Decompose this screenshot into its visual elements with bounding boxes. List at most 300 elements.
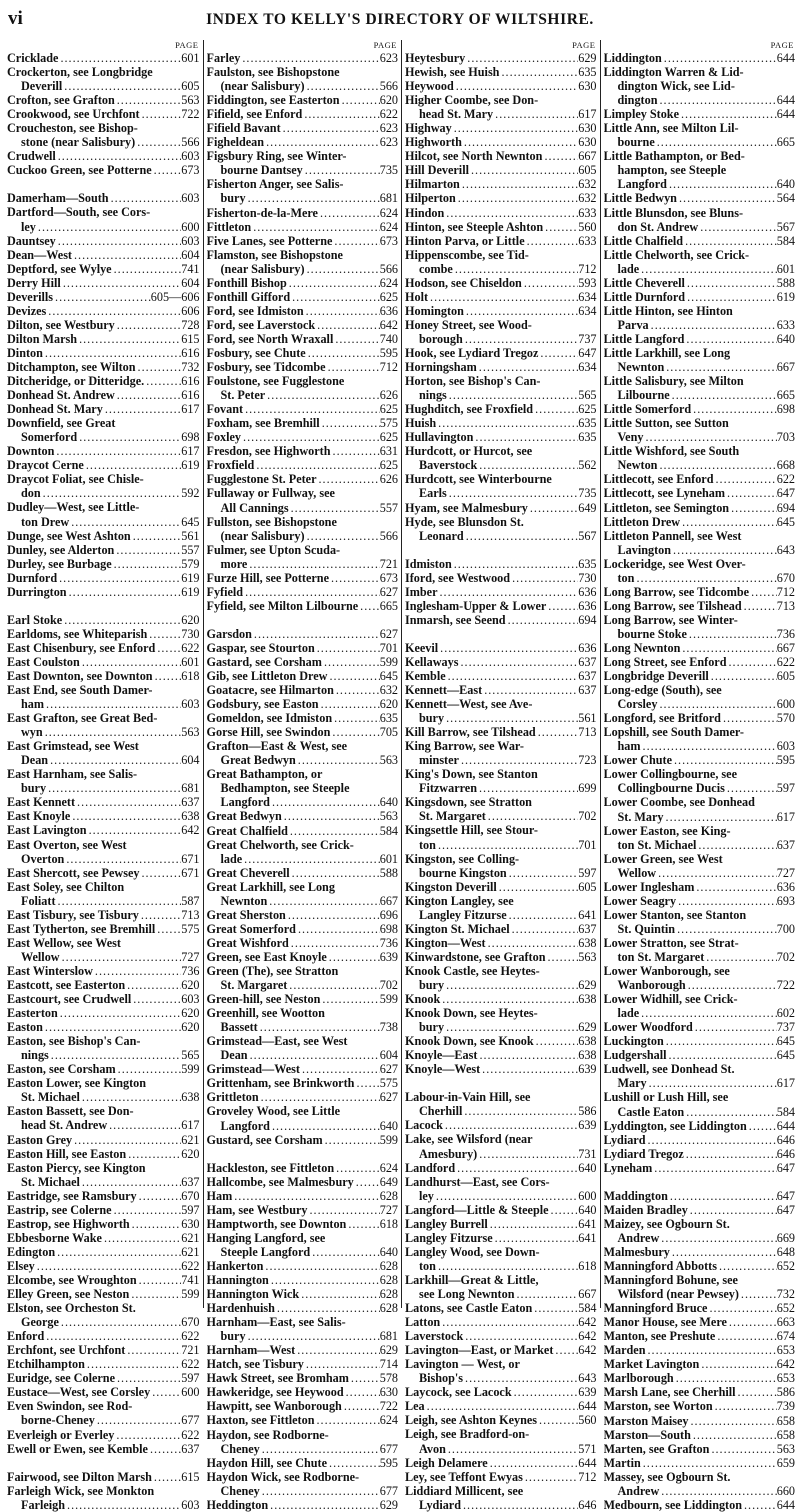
entry-line [7, 1245, 200, 1259]
index-entry [207, 318, 399, 332]
index-entry [7, 290, 200, 304]
entry-line [604, 1259, 796, 1273]
entry-line [604, 1161, 796, 1175]
entry-place-name: Keevil [405, 640, 439, 655]
dot-leader [444, 206, 578, 220]
entry-line [405, 276, 597, 290]
entry-line [405, 177, 597, 191]
index-entry [7, 1147, 200, 1161]
index-entry [405, 220, 597, 234]
entry-line [604, 1062, 796, 1076]
dot-leader [655, 135, 777, 149]
index-entry [604, 964, 796, 992]
entry-place-name: Enford [7, 1329, 45, 1344]
dot-leader [334, 683, 380, 697]
index-entry [604, 1217, 796, 1245]
entry-place-name: East Soley, see Chilton [7, 879, 125, 894]
entry-place-name: Gaspar, see Stourton [206, 640, 315, 655]
dot-leader [139, 866, 181, 880]
index-entry [405, 402, 597, 416]
entry-place-name: Kington St. Michael [405, 921, 510, 936]
entry-page-number: 557 [379, 500, 398, 515]
dot-leader [305, 79, 380, 93]
index-entry [7, 627, 200, 641]
entry-page-number: 636 [578, 640, 597, 655]
entry-place-name: bury [419, 1020, 445, 1035]
entry-page-number: 627 [379, 1062, 398, 1077]
index-entry [405, 557, 597, 571]
entry-place-name: Crockerton, see Longbridge [7, 65, 153, 80]
entry-line [405, 135, 597, 149]
entry-place-name: Martin [603, 1455, 641, 1470]
entry-page-number: 644 [776, 93, 795, 108]
index-entry [7, 458, 200, 472]
entry-line [207, 964, 399, 978]
index-entry [207, 1161, 399, 1175]
entry-line [405, 486, 597, 500]
dot-leader [659, 1231, 776, 1245]
entry-place-name: Kingston, see Colling- [405, 851, 520, 866]
entry-page-number: 595 [379, 345, 398, 360]
entry-place-name: Easton Piercy, see Kington [7, 1160, 146, 1175]
entry-line [405, 880, 597, 894]
dot-leader [87, 823, 182, 837]
entry-page-number: 622 [379, 107, 398, 122]
index-entry [604, 585, 796, 599]
entry-page-number: 597 [776, 781, 795, 796]
entry-line [207, 472, 399, 486]
entry-place-name: ton Drew [21, 514, 70, 529]
entry-page-number: 563 [181, 93, 200, 108]
index-entry [405, 444, 597, 472]
dot-leader [155, 922, 181, 936]
entry-place-name: East Kennett [7, 795, 76, 810]
entry-page-number: 632 [578, 177, 597, 192]
dot-leader [153, 669, 182, 683]
index-entry [405, 922, 597, 936]
entry-page-number: 624 [379, 1160, 398, 1175]
dot-leader [438, 641, 578, 655]
entry-page-number: 702 [379, 978, 398, 993]
entry-page-number: 639 [578, 1385, 597, 1400]
entry-page-number: 639 [578, 1062, 597, 1077]
entry-line [604, 1006, 796, 1020]
dot-leader [634, 571, 776, 585]
dot-leader [670, 388, 777, 402]
entry-line [405, 1442, 597, 1456]
entry-page-number: 640 [578, 1160, 597, 1175]
entry-place-name: Hewish, see Huish [405, 65, 500, 80]
dot-leader [674, 1371, 777, 1385]
entry-line [207, 149, 399, 163]
dot-leader [131, 529, 182, 543]
entry-line [207, 655, 399, 669]
entry-line [604, 1484, 796, 1498]
index-entry [405, 1273, 597, 1301]
dot-leader [444, 978, 578, 992]
index-entry [405, 1231, 597, 1245]
dot-leader [304, 304, 380, 318]
entry-page-number: 630 [578, 121, 597, 136]
entry-line [405, 739, 597, 753]
dot-leader [70, 809, 181, 823]
entry-page-number: 738 [379, 1020, 398, 1035]
dot-leader [85, 1357, 181, 1371]
entry-page-number: 694 [578, 612, 597, 627]
entry-place-name: Ley, see Teffont Ewyas [405, 1469, 523, 1484]
entry-place-name: Heddington [206, 1497, 269, 1512]
entry-line [207, 711, 399, 725]
dot-leader [713, 1399, 777, 1413]
entry-place-name: Wilsford (near Pewsey) [617, 1287, 739, 1302]
index-entry [604, 1498, 796, 1512]
dot-leader [72, 1133, 181, 1147]
index-entry [207, 1301, 399, 1315]
entry-line [405, 1203, 597, 1217]
entry-line [604, 177, 796, 191]
entry-place-name: Lower Green, see West [603, 851, 723, 866]
dot-leader [425, 1399, 579, 1413]
dot-leader [477, 1147, 578, 1161]
dot-leader [675, 922, 777, 936]
index-entry [604, 725, 796, 753]
index-entry [405, 585, 597, 599]
index-entry [405, 1245, 597, 1273]
entry-page-number: 603 [181, 191, 200, 206]
index-entry [7, 1133, 200, 1147]
entry-place-name: ton [419, 1258, 436, 1273]
dot-leader [270, 795, 380, 809]
entry-page-number: 615 [181, 1469, 200, 1484]
dot-leader [252, 627, 380, 641]
entry-place-name: Massey, see Ogbourn St. [603, 1469, 731, 1484]
entry-page-number: 635 [578, 416, 597, 431]
entry-page-number: 616 [181, 388, 200, 403]
entry-page-number: 627 [379, 626, 398, 641]
index-entry [207, 866, 399, 880]
index-entry [604, 121, 796, 149]
entry-line [207, 1315, 399, 1329]
index-entry [7, 1231, 200, 1245]
entry-place-name: Gastard, see Corsham [206, 654, 322, 669]
entry-place-name: bourne [617, 135, 655, 150]
entry-page-number: 560 [578, 219, 597, 234]
entry-place-name: Baverstock [419, 458, 478, 473]
entry-page-number: 627 [379, 1090, 398, 1105]
index-entry [7, 93, 200, 107]
entry-place-name: Lacock [405, 1118, 443, 1133]
entry-line [207, 1090, 399, 1104]
entry-place-name: Donhead St. Andrew [7, 388, 115, 403]
index-entry [207, 430, 399, 444]
dot-leader [643, 430, 776, 444]
entry-place-name: Langford [220, 1118, 270, 1133]
entry-page-number: 586 [776, 1385, 795, 1400]
dot-leader [452, 121, 578, 135]
entry-line [207, 1245, 399, 1259]
entry-line [604, 824, 796, 838]
entry-page-number: 595 [379, 1455, 398, 1470]
index-entry [604, 880, 796, 894]
entry-place-name: Long Barrow, see Tidcombe [603, 584, 750, 599]
dot-leader [260, 1484, 380, 1498]
dot-leader [709, 669, 777, 683]
entry-line [207, 1273, 399, 1287]
dot-leader [315, 318, 380, 332]
entry-place-name: Holt [405, 289, 429, 304]
index-entry [7, 795, 200, 809]
entry-line [405, 838, 597, 852]
dot-leader [60, 950, 182, 964]
dot-leader [546, 599, 578, 613]
entry-line [7, 163, 200, 177]
entry-place-name: Gib, see Littleton Drew [206, 669, 328, 684]
index-entry [7, 880, 200, 908]
entry-place-name: Farley [206, 51, 241, 65]
entry-place-name: Eastrip, see Colerne [7, 1202, 112, 1217]
entry-line [604, 1020, 796, 1034]
entry-place-name: Little Chalfield [603, 233, 684, 248]
dot-leader [300, 1062, 380, 1076]
entry-page-number: 698 [379, 921, 398, 936]
entry-place-name: Easton, see Corsham [7, 1062, 116, 1077]
entry-line [405, 121, 597, 135]
entry-page-number: 620 [181, 1146, 200, 1161]
dot-leader [259, 1090, 380, 1104]
entry-page-number: 617 [181, 444, 200, 459]
entry-page-number: 646 [578, 1497, 597, 1512]
dot-leader [115, 93, 181, 107]
entry-line [405, 1357, 597, 1371]
entry-line [207, 571, 399, 585]
entry-line [405, 444, 597, 458]
entry-page-number: 638 [181, 1090, 200, 1105]
dot-leader [739, 1287, 777, 1301]
entry-page-number: 681 [379, 191, 398, 206]
entry-place-name: King's Down, see Stanton [405, 767, 538, 782]
entry-page-number: 641 [578, 907, 597, 922]
dot-leader [258, 1020, 380, 1034]
entry-place-name: Manningford Bruce [603, 1301, 708, 1316]
dot-leader [109, 191, 182, 205]
index-entry [405, 416, 597, 430]
index-entry [604, 1399, 796, 1413]
entry-place-name: East Lavington [7, 823, 87, 838]
entry-place-name: Easton [7, 1020, 43, 1035]
entry-page-number: 600 [578, 1188, 597, 1203]
index-column [203, 40, 402, 1512]
entry-page-number: 634 [578, 289, 597, 304]
index-entry [7, 823, 200, 837]
entry-place-name: St. Michael [21, 1174, 80, 1189]
entry-line [207, 1470, 399, 1484]
entry-line [405, 1020, 597, 1034]
entry-line [7, 1034, 200, 1048]
entry-place-name: dington Wick, see Lid- [617, 79, 735, 94]
entry-page-number: 667 [776, 360, 795, 375]
entry-place-name: bury [220, 1329, 246, 1344]
entry-page-number: 641 [578, 1216, 597, 1231]
entry-place-name: Lea [405, 1399, 425, 1414]
index-entry [405, 613, 597, 627]
entry-line [7, 894, 200, 908]
entry-place-name: Hankerton [206, 1258, 264, 1273]
entry-line [604, 1456, 796, 1470]
entry-place-name: Littleton, see Semington [603, 500, 730, 515]
dot-leader [152, 163, 182, 177]
entry-page-number: 638 [578, 1034, 597, 1049]
entry-line [604, 641, 796, 655]
entry-page-number: 601 [776, 261, 795, 276]
index-entry [207, 571, 399, 585]
entry-page-number: 622 [181, 640, 200, 655]
entry-page-number: 575 [379, 416, 398, 431]
index-entry [207, 1076, 399, 1090]
index-entry [405, 1484, 597, 1512]
dot-leader [444, 711, 578, 725]
entry-place-name: Leonard [419, 528, 464, 543]
entry-line [207, 529, 399, 543]
entry-page-number: 629 [578, 51, 597, 65]
entry-line [7, 234, 200, 248]
dot-leader [456, 191, 578, 205]
dot-leader [334, 1161, 380, 1175]
index-entry [7, 276, 200, 290]
entry-place-name: Long Barrow, see Winter- [603, 612, 738, 627]
entry-line [604, 599, 796, 613]
entry-line [604, 234, 796, 248]
entry-line [7, 585, 200, 599]
entry-place-name: Dinton [7, 345, 43, 360]
index-entry [7, 529, 200, 543]
entry-place-name: nings [419, 388, 447, 403]
entry-page-number: 566 [181, 135, 200, 150]
entry-line [207, 1203, 399, 1217]
entry-line [604, 51, 796, 65]
entry-line [7, 795, 200, 809]
entry-line [207, 1006, 399, 1020]
index-entry [7, 248, 200, 262]
entry-line [405, 79, 597, 93]
entry-line [405, 1175, 597, 1189]
entry-page-number: 638 [578, 992, 597, 1007]
entry-page-number: 740 [379, 331, 398, 346]
entry-place-name: Langford—Little & Steeple [405, 1202, 549, 1217]
entry-page-number: 597 [578, 865, 597, 880]
entry-page-number: 642 [578, 1343, 597, 1358]
entry-place-name: Little Hinton, see Hinton [603, 303, 733, 318]
index-entry [604, 936, 796, 964]
dot-leader [102, 1231, 181, 1245]
dot-leader [56, 894, 182, 908]
entry-page-number: 639 [578, 1118, 597, 1133]
dot-leader [523, 1470, 578, 1484]
entry-place-name: Longbridge Deverill [603, 669, 709, 684]
entry-page-number: 667 [776, 640, 795, 655]
dot-leader [696, 838, 776, 852]
entry-line [7, 529, 200, 543]
entry-line [207, 585, 399, 599]
entry-page-number: 597 [181, 1202, 200, 1217]
entry-line [7, 936, 200, 950]
entry-line [7, 1498, 200, 1512]
entry-line [604, 1385, 796, 1399]
entry-page-number: 647 [776, 1188, 795, 1203]
index-entry [604, 51, 796, 65]
dot-leader [296, 753, 380, 767]
dot-leader [306, 346, 380, 360]
dot-leader [322, 655, 380, 669]
dot-leader [447, 486, 578, 500]
entry-place-name: Even Swindon, see Rod- [7, 1399, 133, 1414]
entry-page-number: 584 [578, 1301, 597, 1316]
dot-leader [688, 1203, 777, 1217]
entry-line [207, 234, 399, 248]
entry-page-number: 622 [776, 655, 795, 670]
entry-line [405, 1245, 597, 1259]
entry-place-name: East Knoyle [7, 809, 71, 824]
dot-leader [75, 795, 181, 809]
index-entry [207, 220, 399, 234]
entry-place-name: Leigh, see Bradford-on- [405, 1427, 530, 1442]
entry-line [604, 964, 796, 978]
entry-place-name: Crudwell [7, 149, 56, 164]
entry-line [7, 1484, 200, 1498]
entry-page-number: 730 [578, 570, 597, 585]
index-entry [7, 121, 200, 149]
entry-page-number: 659 [776, 1455, 795, 1470]
entry-line [7, 402, 200, 416]
dot-leader [310, 1245, 380, 1259]
dot-leader [482, 683, 578, 697]
entry-place-name: Great Larkhill, see Long [206, 879, 335, 894]
entry-place-name: Lilbourne [617, 388, 670, 403]
entry-page-number: 628 [379, 1258, 398, 1273]
index-entry [405, 725, 597, 739]
entry-line [604, 908, 796, 922]
entry-place-name: borough [419, 331, 463, 346]
entry-page-number: 620 [379, 697, 398, 712]
dot-leader [241, 430, 380, 444]
entry-line [7, 1385, 200, 1399]
entry-line [604, 1414, 796, 1428]
index-entry [207, 1371, 399, 1385]
index-entry [604, 1442, 796, 1456]
index-entry [7, 1104, 200, 1132]
entry-line [405, 1456, 597, 1470]
entry-line [7, 1090, 200, 1104]
entry-page-number: 619 [776, 289, 795, 304]
entry-page-number: 635 [578, 556, 597, 571]
index-entry [207, 725, 399, 739]
entry-page-number: 639 [379, 949, 398, 964]
entry-place-name: Hippenscombe, see Tid- [405, 247, 529, 262]
entry-page-number: 605—606 [150, 289, 200, 304]
index-entry [405, 950, 597, 964]
index-entry [207, 177, 399, 205]
entry-line [207, 1133, 399, 1147]
entry-place-name: Leigh, see Ashton Keynes [405, 1413, 538, 1428]
index-entry [604, 767, 796, 795]
dot-leader [680, 515, 777, 529]
entry-page-number: 622 [181, 1427, 200, 1442]
entry-place-name: Hinton, see Steeple Ashton [405, 219, 544, 234]
entry-place-name: East Harnham, see Salis- [7, 767, 138, 782]
dot-leader [62, 613, 181, 627]
dot-leader [288, 824, 380, 838]
index-entry [7, 1484, 200, 1512]
entry-place-name: Long Barrow, see Tilshead [603, 598, 742, 613]
